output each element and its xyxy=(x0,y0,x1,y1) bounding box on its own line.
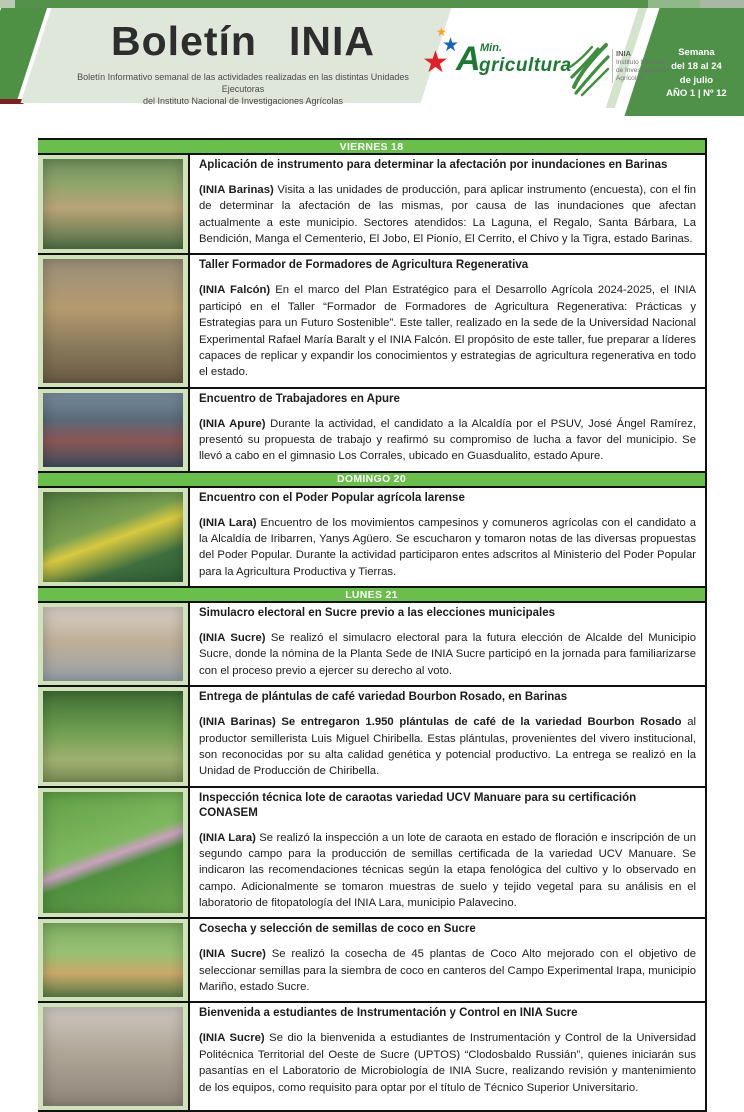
news-body: (INIA Sucre) Se realizó la cosecha de 45 plantas de Coco Alto mejorado con el objetivo de seleccionar semillas para la siembra de coco en canteros del Campo Experimental Irapa, municipio Mariño, estado Sucre. xyxy=(199,948,697,994)
yellow-star-icon: ★ xyxy=(436,25,447,39)
newsletter-subtitle xyxy=(58,71,428,107)
news-title: Simulacro electoral en Sucre previo a las elecciones municipales xyxy=(199,607,556,620)
news-photo-cell xyxy=(38,788,188,918)
news-photo-cell xyxy=(38,255,188,386)
day-bar-viernes: VIERNES 18 xyxy=(38,140,705,155)
photo-seedling-handover xyxy=(43,691,183,781)
strip-light-segment xyxy=(648,0,700,8)
news-item xyxy=(38,389,705,473)
title-word-inia: INIA xyxy=(288,18,375,64)
inia-logo xyxy=(566,28,674,104)
day-bar-lunes: LUNES 21 xyxy=(38,588,705,603)
news-title: Aplicación de instrumento para determinar la afectación por inundaciones en Barinas xyxy=(199,159,668,171)
week-line1: Semana xyxy=(678,47,715,58)
minagri-letter-a: A xyxy=(456,40,481,78)
news-body: (INIA Barinas) Visita a las unidades de producción, para aplicar instrumento (encuesta), con el fin de determinar la afectación de las mismas, por causa de las inundaciones que afectan actualmente a este municipio. Sectores atendidos: La Laguna, el Regalo, Santa Bárbara, La Bendición, Manga el Cementerio, El Jobo, El Pionío, El Cerrito, el Chivo y la Tigra, estado Barinas. xyxy=(199,183,696,246)
news-photo-cell xyxy=(38,687,188,785)
red-star-icon: ★ xyxy=(422,46,449,79)
minagri-min-label: Min. xyxy=(480,42,502,54)
news-body: (INIA Falcón) En el marco del Plan Estratégico para el Desarrollo Agrícola 2024-2025, el INIA participó en el Taller “Formador de Formadores de Agricultura Regenerativa: Prácticas y Estrategias para un Futuro Sostenible”. Este taller, realizado en la sede de la Universidad Nacional Experimental Rafael María Baralt y el INIA Falcón. El propósito de este taller, fue preparar a líderes capaces de replicar y expandir los conocimientos y estrategias de agricultura regenerativa en todo el estado. xyxy=(199,284,696,379)
news-photo-cell xyxy=(38,389,188,471)
subtitle-line1: Boletín Informativo semanal de las actividades realizadas en las distintas Unidades Ejecutoras xyxy=(77,72,409,95)
min-agricultura-logo xyxy=(422,25,576,88)
inia-logo-line1: Instituto Nacional xyxy=(616,58,666,66)
news-item xyxy=(38,255,705,388)
news-photo-cell xyxy=(38,488,188,586)
header-top-strip xyxy=(0,0,744,8)
news-photo-cell xyxy=(38,155,188,253)
photo-field-survey xyxy=(43,159,183,249)
photo-workshop-room xyxy=(43,259,183,382)
news-photo-cell xyxy=(38,919,188,1001)
title-word-boletin: Boletín xyxy=(111,18,257,64)
strip-end-segment xyxy=(700,0,744,8)
inia-logo-line2: de Investigaciones xyxy=(616,66,670,74)
newsletter-title xyxy=(58,18,428,65)
day-bar-domingo: DOMINGO 20 xyxy=(38,473,705,488)
photo-students-lab-visit xyxy=(43,1007,183,1106)
photo-gym-crowd xyxy=(43,393,183,467)
week-line3: de julio xyxy=(679,74,714,86)
news-table xyxy=(38,138,707,1112)
inia-leaf-icon xyxy=(566,35,612,97)
news-title: Cosecha y selección de semillas de coco en Sucre xyxy=(199,923,476,936)
news-photo-cell xyxy=(38,1003,188,1110)
news-item xyxy=(38,603,705,687)
minagri-rest-label: gricultura xyxy=(479,55,572,76)
news-item xyxy=(38,155,705,255)
news-body: (INIA Sucre) Se realizó el simulacro electoral para la futura elección de Alcalde del Municipio Sucre, donde la nómina de la Planta Sede de INIA Sucre participó en la jornada para familiarizarse con el proceso previo a ejercer su derecho al voto. xyxy=(199,632,696,677)
news-body: (INIA Lara) Se realizó la inspección a un lote de caraota en estado de floración e inscripción de un segundo campo para la producción de semillas certificada de la variedad UCV Manuare. Se indicaron las recomendaciones técnicas según la etapa fenológica del cultivo y lo observado en campo. Adicionalmente se tomaron muestras de suelo y tejido vegetal para su análisis en el laboratorio de fitopatología del INIA Lara, municipio Palavecino. xyxy=(199,831,697,909)
blue-star-icon: ★ xyxy=(442,35,460,56)
photo-coconut-harvest xyxy=(43,923,183,997)
news-photo-cell xyxy=(38,603,188,685)
photo-outdoor-meeting xyxy=(43,492,183,582)
news-body: (INIA Barinas) Se entregaron 1.950 plántulas de café de la variedad Bourbon Rosado al productor semillerista Luis Miguel Chiribella. Estas plántulas, provenientes del vivero institucional, son reconocidas por su alta calidad genética y potencial productivo. La entrega se realizó en la Unidad de Producción de Chiribella. xyxy=(199,716,696,778)
news-body: (INIA Sucre) Se dio la bienvenida a estudiantes de Instrumentación y Control de la Universidad Politécnica Territorial del Oeste de Sucre (UPTOS) “Clodosbaldo Russián”, quienes iniciarán sus pasantías en el Laboratorio de Microbiología de INIA Sucre, realizando revisión y mantenimiento de los equipos, como requisito para optar por el título de Técnico Superior Universitario. xyxy=(199,1032,697,1094)
photo-bean-plant xyxy=(43,792,183,914)
newsletter-header xyxy=(0,0,744,138)
strip-lead-segment xyxy=(0,0,15,8)
news-item xyxy=(38,488,705,588)
news-item xyxy=(38,1003,705,1112)
inia-logo-name: INIA xyxy=(616,49,631,59)
news-title: Entrega de plántulas de café variedad Bourbon Rosado, en Barinas xyxy=(199,691,568,704)
news-title: Inspección técnica lote de caraotas variedad UCV Manuare para su certificación CONASEM xyxy=(199,791,637,819)
news-body: (INIA Apure) Durante la actividad, el candidato a la Alcaldía por el PSUV, José Ángel Ramírez, presentó su propuesta de trabajo y reafirmó su compromiso de lucha a favor del municipio. Se llevó a cabo en el gimnasio Los Corrales, ubicado en Guasdualito, estado Apure. xyxy=(199,417,696,463)
news-item xyxy=(38,919,705,1003)
news-title: Encuentro de Trabajadores en Apure xyxy=(199,392,400,405)
issue-number: AÑO 1 | Nº 12 xyxy=(666,88,727,100)
news-item xyxy=(38,788,705,920)
photo-voting-drill xyxy=(43,607,183,681)
news-title: Encuentro con el Poder Popular agrícola larense xyxy=(199,491,465,504)
news-title: Bienvenida a estudiantes de Instrumentación y Control en INIA Sucre xyxy=(199,1007,578,1020)
subtitle-line2: del Instituto Nacional de Investigaciones Agrícolas xyxy=(142,96,344,107)
inia-logo-line3: Agrícolas xyxy=(616,74,644,82)
news-body: (INIA Lara) Encuentro de los movimientos campesinos y comuneros agrícolas con el candidato a la Alcaldía de Iribarren, Yanys Agüero. Se escucharon y tomaron notas de las diversas propuestas del Poder Popular. Durante la actividad participaron entes adscritos al Ministerio del Poder Popular para la Agricultura Productiva y Tierras. xyxy=(199,516,696,578)
week-line2: del 18 al 24 xyxy=(671,60,722,72)
news-title: Taller Formador de Formadores de Agricultura Regenerativa xyxy=(199,259,529,272)
news-item xyxy=(38,687,705,787)
